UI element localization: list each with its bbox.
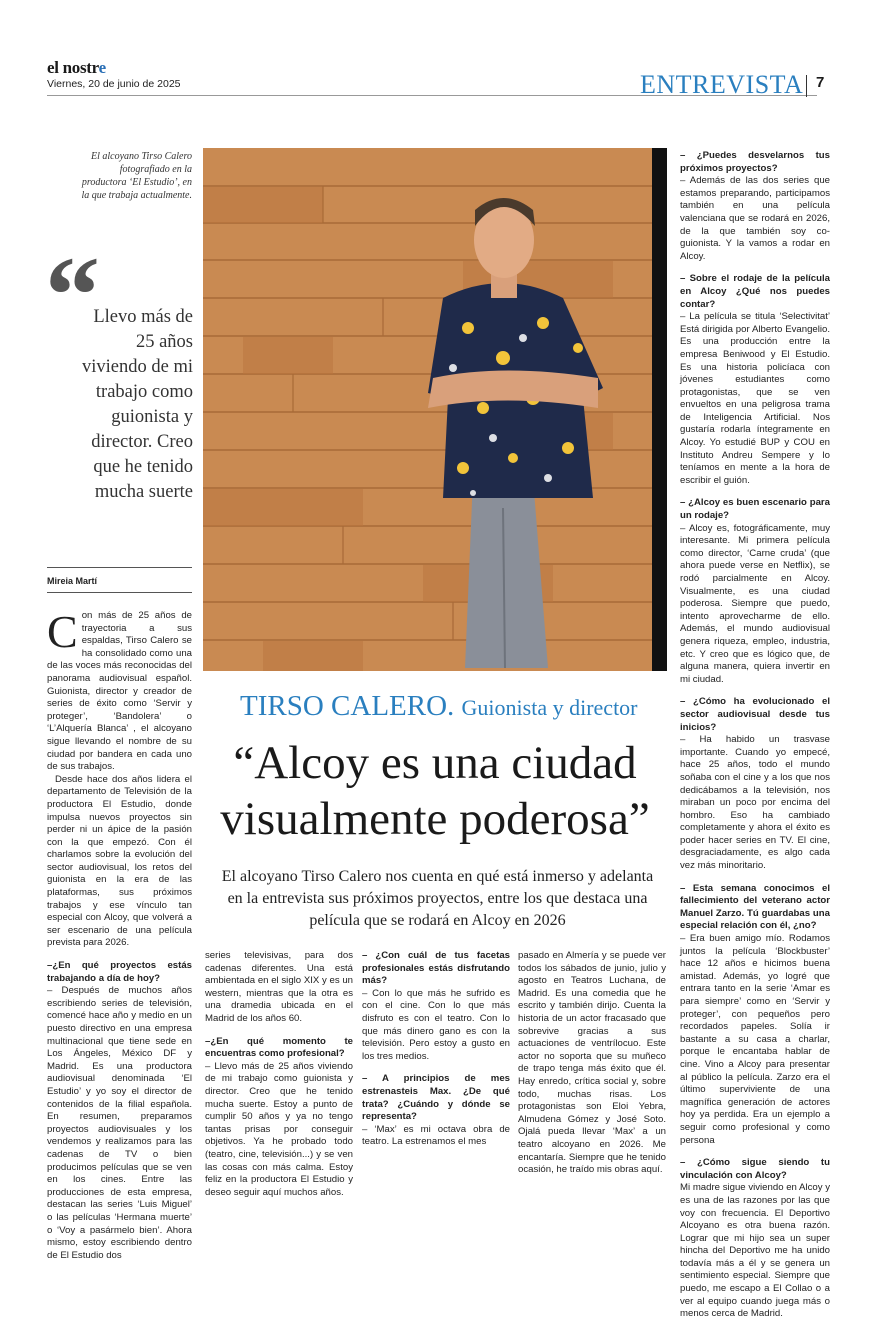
question: – ¿Puedes desvelarnos tus próximos proyectos? [680, 150, 830, 174]
article-column-3: – ¿Con cuál de tus facetas profesionales estás disfrutando más? – Con lo que más he sufrido es con el cine. Con lo que más disfruto es con el teatro. Con lo que más dinero gano es con la televisión. Pero estoy a gusto en los tres medios. – A principios de mes estrenasteis Max. ¿De qué trata? ¿Cuándo y dónde se representa? – ‘Max’ es mi octava obra de teatro. La estrenamos el mes [362, 950, 510, 1148]
byline-rule-bottom [47, 592, 192, 593]
question: – Esta semana conocimos el fallecimiento del veterano actor Manuel Zarzo. Tú guardabas una especial relación con él, ¿no? [680, 882, 830, 932]
article-column-2: series televisivas, para dos cadenas diferentes. Una está ambientada en el siglo XIX y es un western, mientras que la otra es una dramedia ubicada en el Madrid de los años 60. –¿En qué momento te encuentras como profesional? – Llevo más de 25 años viviendo de mi trabajo como guionista y director. Creo que he tenido mucha suerte. Estoy a punto de cumplir 50 años y ya no tengo tantas prisas por conseguir objetivos. Ya he probado todo (teatro, cine, televisión...) y se ven las cosas con más calma. Estoy feliz en la productora El Estudio y deseo seguir aquí muchos años. [205, 950, 353, 1198]
quote-mark-icon: “ [45, 234, 100, 356]
question: – ¿Con cuál de tus facetas profesionales estás disfrutando más? [362, 950, 510, 987]
page-number: 7 [816, 74, 825, 91]
section-separator [806, 75, 807, 97]
question: – Sobre el rodaje de la película en Alcoy ¿Qué nos puedes contar? [680, 273, 830, 310]
portrait-photo [203, 148, 667, 671]
question: – ¿Cómo sigue siendo tu vinculación con Alcoy? [680, 1157, 830, 1181]
question: –¿En qué momento te encuentras como profesional? [205, 1035, 353, 1060]
headline: “Alcoy es una ciudad visualmente poderosa” [220, 737, 650, 845]
article-column-1: Con más de 25 años de trayectoria a sus espaldas, Tirso Calero se ha consolidado como una de las voces más reconocidas del panorama audiovisual español. Guionista, director y creador de series de éxito como ‘Servir y proteger’, ‘Bandolera’ o ‘L’Alquería Blanca’ , el alcoyano sigue llevando el nombre de su ciudad por bandera en cada uno de sus trabajos. Desde hace dos años lidera el departamento de Televisión de la productora El Estudio, donde impulsa nuevos proyectos sin perder ni un ápice de la pasión con la que empezó. Con él charlamos sobre la evolución del sector audiovisual, los retos del guionista en la era de las plataformas, sus próximos trabajos y ese vínculo tan especial con Alcoy, que volverá a ser escenario de una película prevista para 2026. –¿En qué proyectos estás trabajando a día de hoy? – Después de muchos años escribiendo series de televisión, comencé hace año y medio en un puesto directivo en una empresa multinacional que tiene sede en Los Ángeles, México DF y Madrid. Es una productora audiovisual denominada ‘El Estudio’ y yo soy el director de contenidos de la filial española. En resumen, preparamos proyectos audiovisuales y los vendemos y realizamos para las cadenas de TV o bien producimos películas que se ven en los cines. Entre las producciones de esta empresa, destacan las series ‘Luis Miguel’ o las películas ‘Hermana muerte’ o ‘Voy a pasármelo bien’. Ahora mismo, estoy escribiendo dentro de El Estudio dos [47, 606, 192, 1261]
question: – A principios de mes estrenasteis Max. ¿De qué trata? ¿Cuándo y dónde se representa? [362, 1073, 510, 1123]
question: –¿En qué proyectos estás trabajando a día de hoy? [47, 960, 192, 984]
photo-caption: El alcoyano Tirso Calero fotografiado en la productora ‘El Estudio’, en la que trabaja actualmente. [81, 151, 192, 201]
answer-continued: pasado en Almería y se puede ver todos los sábados de junio, julio y agosto en Teatros Luchana, de Madrid. Es una comedia que he escrito y también dirijo. Cuenta la historia de un actor fracasado que sobrevive gracias a sus actuaciones de ventrílocuo. Este actor no soporta que su muñeco de trapo tenga más éxito que él. Hay enredo, crítica social y, sobre todo, muchas risas. Los protagonistas son Eloi Yebra, Almudena Gómez y José Soto. Ojalá pueda llevar ‘Max’ a un teatro alcoyano en 2026. Me encantaría. Siempre que he tenido ocasión, he traído mis obras aquí. [518, 950, 666, 1176]
masthead-logo: el nostre [47, 58, 106, 77]
question: – ¿Alcoy es buen escenario para un rodaje? [680, 497, 830, 522]
standfirst: El alcoyano Tirso Calero nos cuenta en qué está inmerso y adelanta en la entrevista sus próximos proyectos, entre los que destaca una película que se rodará en Alcoy en 2026 [221, 868, 654, 929]
pull-quote: Llevo más de 25 años viviendo de mi trabajo como guionista y director. Creo que he tenido mucha suerte [82, 307, 193, 502]
byline: Mireia Martí [47, 576, 98, 586]
issue-date: Viernes, 20 de junio de 2025 [47, 78, 181, 90]
question: – ¿Cómo ha evolucionado el sector audiovisual desde tus inicios? [680, 696, 830, 733]
interviewee-role: Guionista y director [461, 695, 638, 720]
article-column-4 [518, 950, 666, 1177]
drop-cap: C [47, 606, 78, 657]
byline-rule-top [47, 567, 192, 568]
article-column-5: – ¿Puedes desvelarnos tus próximos proyectos? – Además de las dos series que estamos preparando, participamos también en una película valenciana que se rodará en 2026, de la que también soy co-guionista. Y la vamos a rodar en Alcoy. – Sobre el rodaje de la película en Alcoy ¿Qué nos puedes contar? – La película se titula ‘Selectivitat’ Está dirigida por Alberto Evangelio. Es una producción entre la empresa Beniwood y El Estudio. Es una historia policíaca con jóvenes estudiantes como protagonistas, que se ven envueltos en una peligrosa trama de Inteligencia Artificial. Nos gustaría rodarla íntegramente en Alcoy. Yo estudié BUP y COU en Instituto Andreu Sempere y lo teníamos en mente a la hora de escribir el guión. – ¿Alcoy es buen escenario para un rodaje? – Alcoy es, fotográficamente, muy interesante. Mi primera película como director, ‘Carne cruda’ (que ahora puede verse en Netflix), se rodó parcialmente en Alcoy. Visualmente, es una ciudad poderosa. Siempre que puedo, intento aprovecharme de ello. Además, el mundo audiovisual genera riqueza, empleo, industria, etc. Y creo que es lógico que, de alguna manera, quiera invertir en mi ciudad. – ¿Cómo ha evolucionado el sector audiovisual desde tus inicios? – Ha habido un trasvase importante. Cuando yo empecé, hace 25 años, todo el mundo soñaba con el cine y a los que nos dedicábamos a la televisión, nos miraban un poco por encima del hombro. Eso ha cambiado completamente y ahora el éxito es poder hacer series en TV. El cine, desgraciadamente, es algo cada vez más minoritario. – Esta semana conocimos el fallecimiento del veterano actor Manuel Zarzo. Tú guardabas una especial relación con él, ¿no? – Era buen amigo mío. Rodamos juntos la película ‘Blockbuster’ hace 12 años e hicimos buena amistad. Además, yo logré que entrara tanto en la serie ‘Amar es para siempre’ como en ‘Servir y proteger’, con pequeños pero recordados papeles. Solía ir bastante a su casa a charlar, porque le encantaba hablar de cine. Vino a Alcoy para presentar al público la película. Zarzo era el último superviviente de una magnífica generación de actores hoy ya perdida. Era un ejemplo a seguir como profesional y como persona – ¿Cómo sigue siendo tu vinculación con Alcoy? Mi madre sigue viviendo en Alcoy y es una de las razones por las que voy con frecuencia. El Deportivo Alcoyano es otra buena razón. Lograr que mi hijo sea un super hincha del Deportivo me ha unido todavía más a él y se genera un sentimiento especial. Siempre que puedo, me escapo a El Collao o a ver al equipo cuando juega más o menos cerca de Madrid. [680, 150, 830, 1320]
interviewee-name: TIRSO CALERO. Guionista y director [240, 690, 638, 722]
section-title: ENTREVISTA [640, 70, 804, 99]
